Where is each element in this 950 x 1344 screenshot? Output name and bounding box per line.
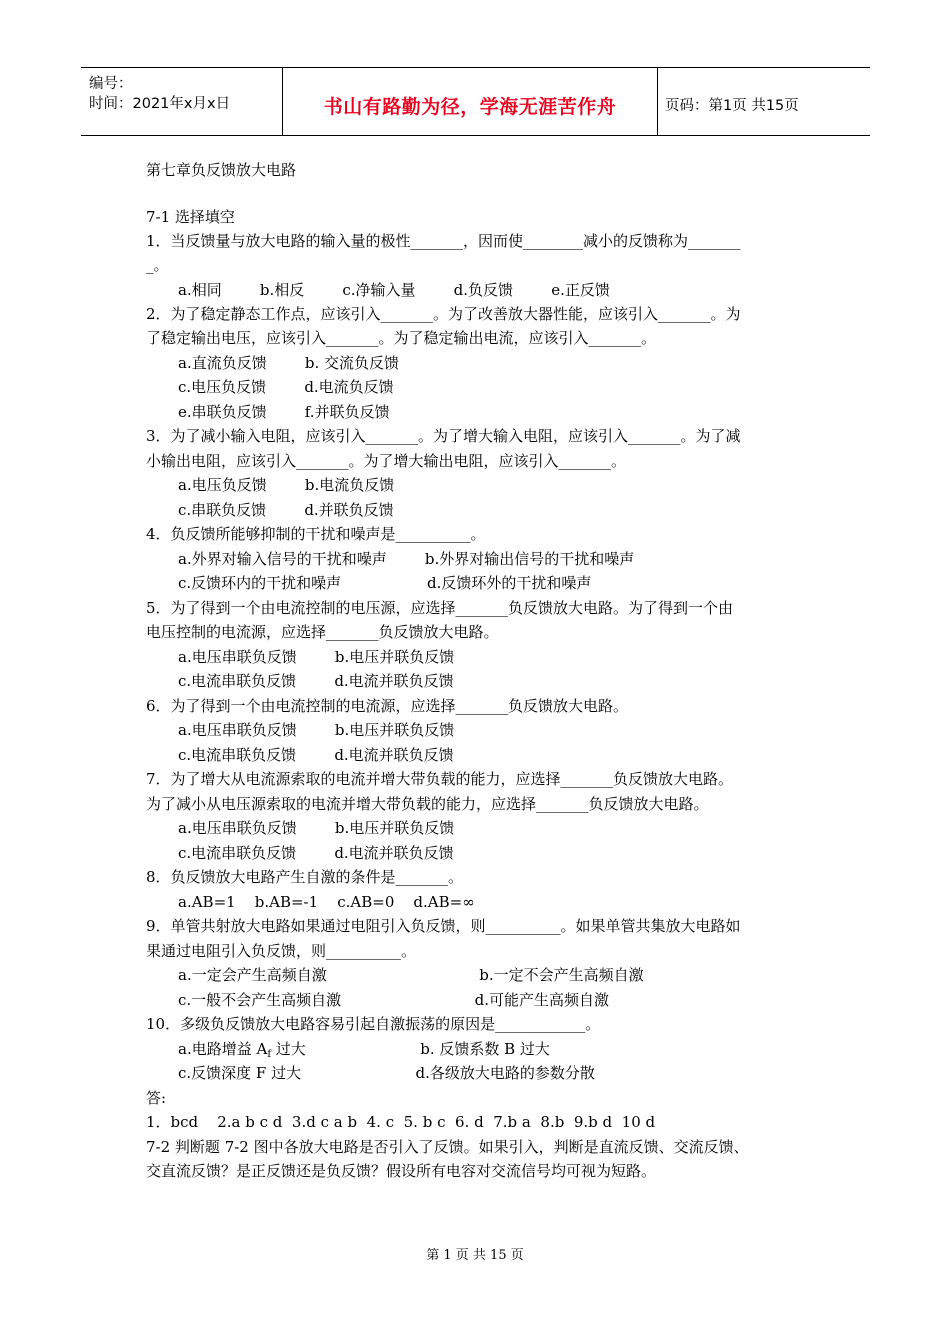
- question-options: c.电压负反馈 d.电流负反馈: [178, 378, 394, 396]
- question-options: e.串联负反馈 f.并联负反馈: [178, 403, 390, 421]
- question-options: a.电压串联负反馈 b.电压并联负反馈: [178, 721, 455, 739]
- header-table: [81, 67, 870, 136]
- question-options: c.电流串联负反馈 d.电流并联负反馈: [178, 844, 454, 862]
- question-text: 10．多级负反馈放大电路容易引起自激振荡的原因是____________。: [146, 1015, 601, 1033]
- number-label: 编号：: [89, 76, 133, 92]
- question-options: c.反馈环内的干扰和噪声 d.反馈环外的干扰和噪声: [178, 574, 592, 592]
- question-text: 5．为了得到一个由电流控制的电压源，应选择_______负反馈放大电路。为了得到一个由: [146, 599, 734, 617]
- question-options: a.一定会产生高频自激 b.一定不会产生高频自激: [178, 966, 644, 984]
- question-text: 交直流反馈？是正反馈还是负反馈？假设所有电容对交流信号均可视为短路。: [146, 1162, 657, 1180]
- question-text: 4．负反馈所能够抑制的干扰和噪声是__________。: [146, 525, 486, 543]
- date-label: 时间：2021年x月x日: [89, 96, 231, 112]
- question-text: 1．当反馈量与放大电路的输入量的极性_______，因而使________减小的反馈称为_______: [146, 232, 741, 250]
- question-options: a.直流负反馈 b. 交流负反馈: [178, 354, 399, 372]
- question-options: c.一般不会产生高频自激 d.可能产生高频自激: [178, 991, 610, 1009]
- header-meta-cell: [81, 68, 283, 135]
- question-text: 9．单管共射放大电路如果通过电阻引入负反馈，则__________。如果单管共集放大电路如: [146, 917, 741, 935]
- question-options: a.电压负反馈 b.电流负反馈: [178, 476, 395, 494]
- question-text: 2．为了稳定静态工作点，应该引入_______。为了改善放大器性能，应该引入_______。为: [146, 305, 741, 323]
- question-text: 6．为了得到一个由电流控制的电流源，应选择_______负反馈放大电路。: [146, 697, 629, 715]
- question-text: 小输出电阻，应该引入_______。为了增大输出电阻，应该引入_______。: [146, 452, 627, 470]
- page-info: 页码：第1页 共15页: [665, 98, 799, 114]
- question-options: c.串联负反馈 d.并联负反馈: [178, 501, 394, 519]
- question-options: c.电流串联负反馈 d.电流并联负反馈: [178, 672, 454, 690]
- option-text: a.电路增益 A: [178, 1040, 268, 1058]
- page-footer: 第 1 页 共 15 页: [426, 1248, 524, 1263]
- question-text: 果通过电阻引入负反馈，则__________。: [146, 942, 417, 960]
- question-text: 3．为了减小输入电阻，应该引入_______。为了增大输入电阻，应该引入_______。为了减: [146, 427, 741, 445]
- question-options: a.电压串联负反馈 b.电压并联负反馈: [178, 648, 455, 666]
- subscript: f: [267, 1049, 272, 1060]
- chapter-title: 第七章负反馈放大电路: [146, 161, 297, 179]
- question-text: 电压控制的电流源，应选择_______负反馈放大电路。: [146, 623, 499, 641]
- answers: 1．bcd 2.a b c d 3.d c a b 4. c 5. b c 6. d 7.b a 8.b 9.b d 10 d: [146, 1113, 656, 1131]
- question-options: c.反馈深度 F 过大 d.各级放大电路的参数分散: [178, 1064, 595, 1082]
- question-options: [178, 1039, 550, 1065]
- question-options: a.外界对输入信号的干扰和噪声 b.外界对输出信号的干扰和噪声: [178, 550, 635, 568]
- question-text: 了稳定输出电压，应该引入_______。为了稳定输出电流，应该引入_______。: [146, 329, 657, 347]
- answer-label: 答:: [146, 1089, 167, 1107]
- question-text: 7-2 判断题 7-2 图中各放大电路是否引入了反馈。如果引入，判断是直流反馈、交流反馈、: [146, 1138, 749, 1156]
- question-options: a.电压串联负反馈 b.电压并联负反馈: [178, 819, 455, 837]
- question-options: c.电流串联负反馈 d.电流并联负反馈: [178, 746, 454, 764]
- question-options: a.AB=1 b.AB=-1 c.AB=0 d.AB=∞: [178, 893, 475, 911]
- header-motto-cell: [283, 68, 658, 135]
- question-options: a.相同 b.相反 c.净输入量 d.负反馈 e.正反馈: [178, 281, 610, 299]
- question-text: 为了减小从电压源索取的电流并增大带负载的能力，应选择_______负反馈放大电路。: [146, 795, 709, 813]
- option-text: 过大 b. 反馈系数 B 过大: [271, 1040, 550, 1058]
- question-text: _。: [146, 256, 169, 274]
- section-title: 7-1 选择填空: [146, 208, 235, 226]
- motto: 书山有路勤为径，学海无涯苦作舟: [323, 96, 617, 118]
- question-text: 8．负反馈放大电路产生自激的条件是_______。: [146, 868, 464, 886]
- question-text: 7．为了增大从电流源索取的电流并增大带负载的能力，应选择_______负反馈放大电路。: [146, 770, 734, 788]
